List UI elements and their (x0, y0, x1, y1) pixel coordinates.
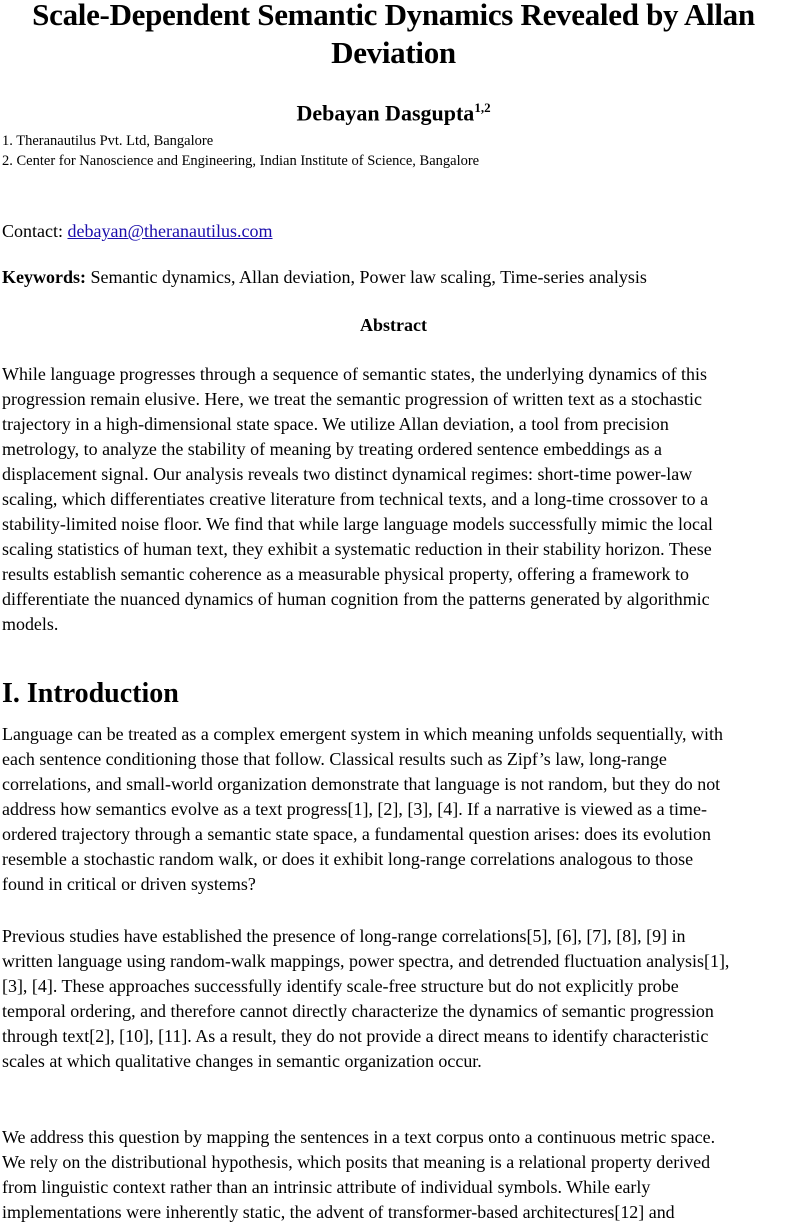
title-line: Deviation (331, 35, 456, 70)
text-line: scaling statistics of human text, they exhibit a systematic reduction in their stability horizon. These (2, 539, 712, 559)
affiliation: 2. Center for Nanoscience and Engineering, Indian Institute of Science, Bangalore (2, 153, 480, 169)
text-line: correlations, and small-world organization demonstrate that language is not random, but they do not (2, 774, 721, 794)
text-line: through text[2], [10], [11]. As a result, they do not provide a direct means to identify characteristic (2, 1026, 709, 1046)
intro-paragraph-2 (2, 924, 787, 1074)
text-line: address how semantics evolve as a text progress[1], [2], [3], [4]. If a narrative is viewed as a time- (2, 799, 707, 819)
intro-paragraph-3 (2, 1125, 787, 1225)
contact-label: Contact: (2, 221, 63, 241)
keywords (2, 267, 787, 288)
text-line: models. (2, 614, 59, 634)
introduction-heading: I. Introduction (2, 678, 179, 709)
contact (2, 221, 787, 242)
keywords-text: Semantic dynamics, Allan deviation, Power law scaling, Time-series analysis (90, 267, 647, 287)
text-line: Previous studies have established the presence of long-range correlations[5], [6], [7], [8], [9] in (2, 926, 686, 946)
keywords-label: Keywords: (2, 267, 86, 287)
text-line: scaling, which differentiates creative literature from technical texts, and a long-time crossover to a (2, 489, 709, 509)
text-line: differentiate the nuanced dynamics of human cognition from the patterns generated by algorithmic (2, 589, 710, 609)
affiliations (2, 131, 787, 171)
text-line: [3], [4]. These approaches successfully identify scale-free structure but do not explicitly probe (2, 976, 679, 996)
abstract-body (2, 362, 787, 637)
abstract-heading: Abstract (360, 315, 427, 335)
text-line: stability-limited noise floor. We find that while large language models successfully mimic the local (2, 514, 713, 534)
paper-title (0, 0, 787, 72)
text-line: found in critical or driven systems? (2, 874, 256, 894)
text-line: ordered trajectory through a semantic state space, a fundamental question arises: does its evolution (2, 824, 711, 844)
intro-paragraph-1 (2, 722, 787, 897)
affiliation: 1. Theranautilus Pvt. Ltd, Bangalore (2, 133, 214, 149)
author-affiliation-sup: 1,2 (474, 100, 491, 115)
text-line: resemble a stochastic random walk, or does it exhibit long-range correlations analogous to those (2, 849, 694, 869)
text-line: Language can be treated as a complex emergent system in which meaning unfolds sequentially, with (2, 724, 723, 744)
text-line: each sentence conditioning those that follow. Classical results such as Zipf’s law, long-range (2, 749, 667, 769)
text-line: implementations were inherently static, the advent of transformer-based architectures[12] and (2, 1202, 675, 1222)
title-line: Scale-Dependent Semantic Dynamics Revealed by Allan (32, 0, 755, 32)
text-line: We address this question by mapping the sentences in a text corpus onto a continuous metric space. (2, 1127, 716, 1147)
text-line: displacement signal. Our analysis reveals two distinct dynamical regimes: short-time power-law (2, 464, 693, 484)
text-line: results establish semantic coherence as a measurable physical property, offering a framework to (2, 564, 689, 584)
text-line: from linguistic context rather than an intrinsic attribute of individual symbols. While early (2, 1177, 651, 1197)
author (0, 100, 787, 126)
text-line: temporal ordering, and therefore cannot directly characterize the dynamics of semantic progression (2, 1001, 714, 1021)
text-line: We rely on the distributional hypothesis, which posits that meaning is a relational property derived (2, 1152, 711, 1172)
text-line: written language using random-walk mappings, power spectra, and detrended fluctuation analysis[1], (2, 951, 730, 971)
text-line: progression remain elusive. Here, we treat the semantic progression of written text as a stochastic (2, 389, 702, 409)
text-line: metrology, to analyze the stability of meaning by treating ordered sentence embeddings as a (2, 439, 662, 459)
text-line: While language progresses through a sequence of semantic states, the underlying dynamics of this (2, 364, 708, 384)
contact-email-link[interactable]: debayan@theranautilus.com (67, 221, 273, 241)
text-line: trajectory in a high-dimensional state space. We utilize Allan deviation, a tool from precision (2, 414, 669, 434)
text-line: scales at which qualitative changes in semantic organization occur. (2, 1051, 482, 1071)
author-name: Debayan Dasgupta (296, 100, 475, 126)
